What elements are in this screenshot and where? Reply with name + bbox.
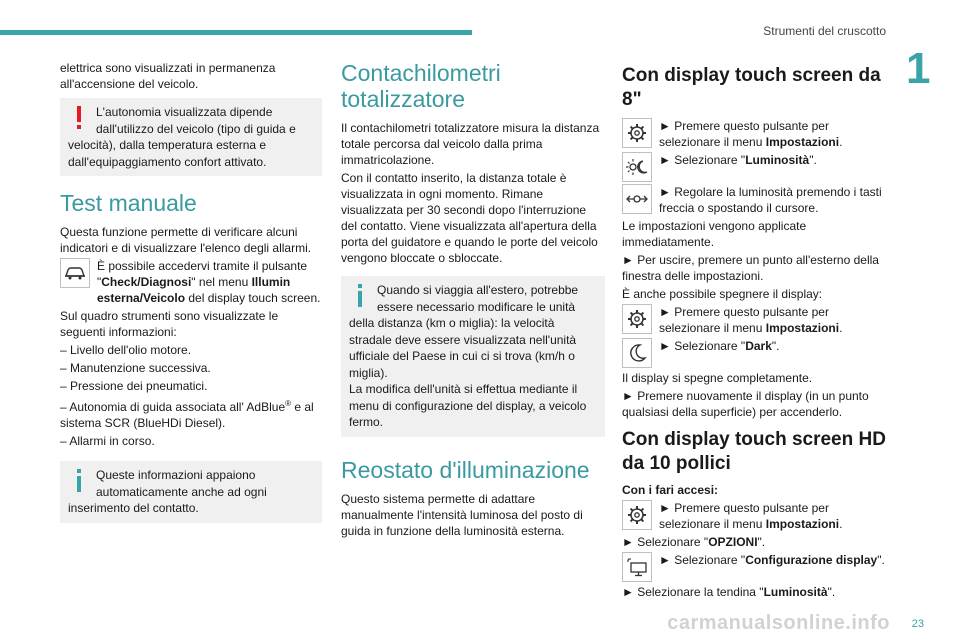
step-row: ► Selezionare "Configurazione display". bbox=[622, 552, 886, 582]
reostat-paragraph: Questo sistema permette di adattare manualmente l'intensità luminosa del posto di guida in funzione della luminosità esterna. bbox=[341, 491, 583, 538]
luminosita-label: Luminosità bbox=[763, 585, 828, 599]
gear-icon bbox=[622, 500, 652, 530]
list-item: – Autonomia di guida associata all' AdBlue® e al sistema SCR (BlueHDi Diesel). bbox=[60, 399, 314, 430]
impostazioni-label: Impostazioni bbox=[765, 321, 840, 335]
gear-icon bbox=[622, 118, 652, 148]
list-item: – Allarmi in corso. bbox=[60, 434, 155, 448]
heading-display-10: Con display touch screen HD da 10 pollici bbox=[622, 429, 886, 474]
sun-moon-icon bbox=[622, 152, 652, 182]
list-item: – Manutenzione successiva. bbox=[60, 361, 211, 375]
luminosita-tab-step: ► Selezionare la tendina "Luminosità". bbox=[622, 585, 836, 599]
opzioni-label: OPZIONI bbox=[708, 535, 758, 549]
section-header-title: Strumenti del cruscotto bbox=[763, 24, 886, 38]
chapter-number: 1 bbox=[906, 44, 931, 93]
list-item: – Pressione dei pneumatici. bbox=[60, 379, 208, 393]
test-paragraph: Questa funzione permette di verificare alcuni indicatori e di visualizzare l'elenco degli allarmi. bbox=[60, 225, 312, 255]
column-1 bbox=[60, 60, 322, 531]
exit-instruction: ► Per uscire, premere un punto all'esterno della finestra delle impostazioni. bbox=[622, 253, 879, 283]
list-item: – Livello dell'olio motore. bbox=[60, 343, 192, 357]
gear-icon bbox=[622, 304, 652, 334]
check-text-1: È possibile accedervi tramite il pulsante " bbox=[97, 259, 308, 289]
info-icon bbox=[68, 467, 90, 497]
heading-display-8: Con display touch screen da 8" bbox=[622, 65, 881, 110]
illumin-menu-label: Illumin esterna/Veicolo bbox=[97, 275, 291, 305]
heading-test-manuale: Test manuale bbox=[60, 190, 197, 216]
heading-contachilometri: Contachilometri totalizzatore bbox=[341, 60, 501, 112]
warning-box bbox=[60, 98, 322, 176]
info-icon bbox=[349, 282, 371, 312]
display-off-text: Il display si spegne completamente. bbox=[622, 371, 813, 385]
car-icon bbox=[60, 258, 90, 288]
display-on-instruction: ► Premere nuovamente il display (in un punto qualsiasi della superficie) per accenderlo. bbox=[622, 389, 869, 419]
luminosita-label: Luminosità bbox=[745, 153, 810, 167]
info-box bbox=[341, 276, 605, 437]
check-text-3: del display touch screen. bbox=[185, 291, 321, 305]
slider-arrows-icon bbox=[622, 184, 652, 214]
warning-text: L'autonomia visualizzata dipende dall'utilizzo del veicolo (tipo di guida e velocità), dalla temperatura esterna e dall'equipaggiamento confort attivato. bbox=[68, 105, 296, 169]
step-row: ► Selezionare "Luminosità". bbox=[622, 152, 886, 182]
column-2 bbox=[341, 60, 605, 541]
page-number: 23 bbox=[911, 618, 924, 630]
impostazioni-label: Impostazioni bbox=[765, 135, 840, 149]
info-text-menu: La modifica dell'unità si effettua mediante il menu di configurazione del display, a veicolo fermo. bbox=[349, 382, 587, 429]
info-list-intro: Sul quadro strumenti sono visualizzate le seguenti informazioni: bbox=[60, 309, 279, 339]
intro-text: elettrica sono visualizzati in permanenza all'accensione del veicolo. bbox=[60, 61, 276, 91]
opzioni-step: ► Selezionare "OPZIONI". bbox=[622, 535, 766, 549]
odometer-paragraph-1: Il contachilometri totalizzatore misura la distanza totale percorsa dal veicolo dalla prima immatricolazione. bbox=[341, 121, 600, 167]
config-display-label: Configurazione display bbox=[745, 553, 878, 567]
step-row: ► Premere questo pulsante per selezionare il menu Impostazioni. bbox=[622, 500, 886, 532]
registered-mark: ® bbox=[285, 399, 292, 408]
heading-reostato: Reostato d'illuminazione bbox=[341, 456, 590, 483]
display-brightness-icon bbox=[622, 552, 652, 582]
header-accent-bar bbox=[0, 30, 472, 35]
odometer-paragraph-2: Con il contatto inserito, la distanza totale è visualizzata in ogni momento. Rimane visualizzata per 30 secondi dopo l'interruzione del contatto. Viene visualizzata all'apertura della porta del guidatore e quando le porte del veicolo vengono bloccate o sbloccate. bbox=[341, 171, 598, 265]
step-row: ► Regolare la luminosità premendo i tasti freccia o spostando il cursore. bbox=[622, 184, 886, 216]
moon-icon bbox=[622, 338, 652, 368]
info-text-units: Quando si viaggia all'estero, potrebbe essere necessario modificare le unità della distanza (km o miglia): la velocità stradale deve essere visualizzata nell'unità ufficiale del Paese in cui ci si trova (km/h o miglia). bbox=[349, 283, 579, 380]
turn-off-intro: È anche possibile spegnere il display: bbox=[622, 287, 823, 301]
headlights-on-label: Con i fari accesi: bbox=[622, 483, 719, 497]
check-text-2: " nel menu bbox=[191, 275, 252, 289]
info-text: Queste informazioni appaiono automaticamente anche ad ogni inserimento del contatto. bbox=[68, 468, 267, 515]
check-diagnosi-label: Check/Diagnosi bbox=[101, 275, 192, 289]
check-row bbox=[60, 258, 322, 306]
step-row: ► Premere questo pulsante per selezionare il menu Impostazioni. bbox=[622, 118, 886, 150]
info-box bbox=[60, 461, 322, 523]
warning-icon bbox=[68, 104, 90, 134]
watermark: carmanualsonline.info bbox=[667, 612, 890, 634]
dark-label: Dark bbox=[745, 339, 772, 353]
impostazioni-label: Impostazioni bbox=[765, 517, 840, 531]
step-row: ► Premere questo pulsante per selezionare il menu Impostazioni. bbox=[622, 304, 886, 336]
step-row: ► Selezionare "Dark". bbox=[622, 338, 886, 368]
settings-applied-text: Le impostazioni vengono applicate immediatamente. bbox=[622, 219, 807, 249]
column-3 bbox=[622, 60, 886, 602]
